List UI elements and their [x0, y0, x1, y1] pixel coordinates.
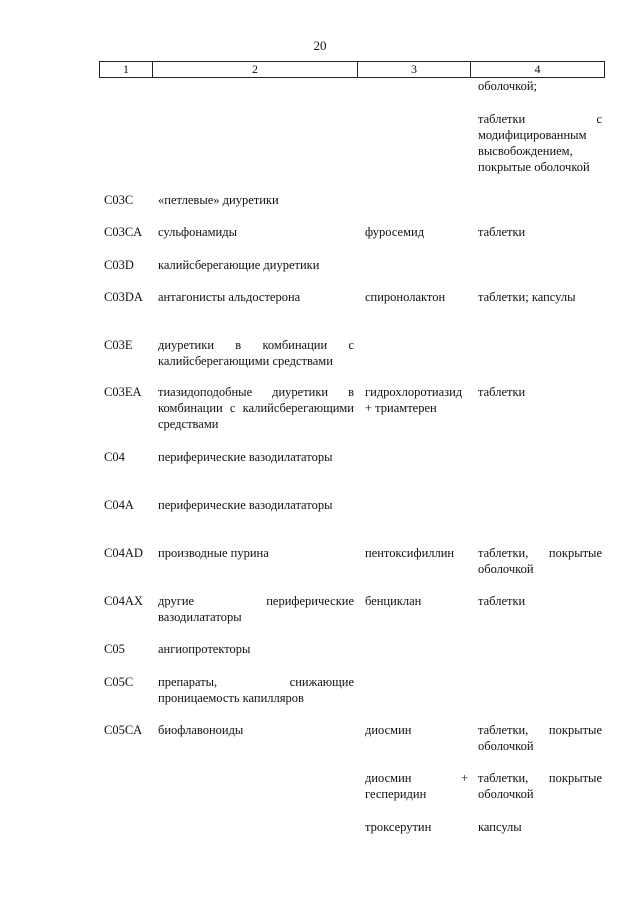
row-code: C05 [104, 642, 125, 656]
row-group: производные пурина [158, 546, 269, 560]
row-drug: бенциклан [365, 594, 422, 608]
continuation-form-a: оболочкой; [478, 79, 537, 93]
row-group: периферические вазодилататоры [158, 450, 333, 464]
row-code: C03CA [104, 225, 143, 239]
row-drug: троксерутин [365, 820, 432, 834]
row-form: таблетки [478, 225, 526, 239]
row-form: таблетки, покрытые оболочкой [478, 546, 602, 576]
row-drug: диосмин [365, 723, 412, 737]
row-code: C05CA [104, 723, 143, 737]
row-code: C03DA [104, 290, 143, 304]
row-group: «петлевые» диуретики [158, 193, 279, 207]
page-number: 20 [313, 38, 327, 53]
column-header-1: 1 [99, 62, 152, 77]
row-form: таблетки; капсулы [478, 290, 576, 304]
row-drug: диосмин + гесперидин [365, 771, 468, 801]
row-group: периферические вазодилататоры [158, 498, 333, 512]
row-group: тиазидоподобные диуретики в комбинации с калийсберегающими средствами [158, 385, 354, 431]
row-group: сульфонамиды [158, 225, 237, 239]
row-group: ангиопротекторы [158, 642, 251, 656]
row-group: калийсберегающие диуретики [158, 258, 320, 272]
row-code: C04AD [104, 546, 143, 560]
row-form: таблетки, покрытые оболочкой [478, 771, 602, 801]
row-drug: гидрохлоротиазид + триамтерен [365, 385, 463, 415]
row-group: диуретики в комбинации с калийсберегающими средствами [158, 338, 354, 368]
continuation-form-b: таблетки с модифицированным высвобождением, покрытые оболочкой [478, 112, 602, 174]
row-drug: пентоксифиллин [365, 546, 455, 560]
row-group: антагонисты альдостерона [158, 290, 301, 304]
row-code: C04 [104, 450, 125, 464]
row-code: C03C [104, 193, 134, 207]
row-form: таблетки, покрытые оболочкой [478, 723, 602, 753]
row-code: C03E [104, 338, 133, 352]
row-form: капсулы [478, 820, 522, 834]
row-form: таблетки [478, 385, 526, 399]
column-header-3: 3 [357, 62, 470, 77]
row-group: другие периферические вазодилататоры [158, 594, 354, 624]
row-code: C04A [104, 498, 134, 512]
column-header-4: 4 [470, 62, 605, 77]
row-group: биофлавоноиды [158, 723, 244, 737]
column-header-2: 2 [152, 62, 357, 77]
row-drug: фуросемид [365, 225, 425, 239]
row-code: C05C [104, 675, 134, 689]
row-code: C04AX [104, 594, 143, 608]
row-code: C03D [104, 258, 134, 272]
row-form: таблетки [478, 594, 526, 608]
row-code: C03EA [104, 385, 142, 399]
row-drug: спиронолактон [365, 290, 446, 304]
row-group: препараты, снижающие проницаемость капилляров [158, 675, 354, 705]
